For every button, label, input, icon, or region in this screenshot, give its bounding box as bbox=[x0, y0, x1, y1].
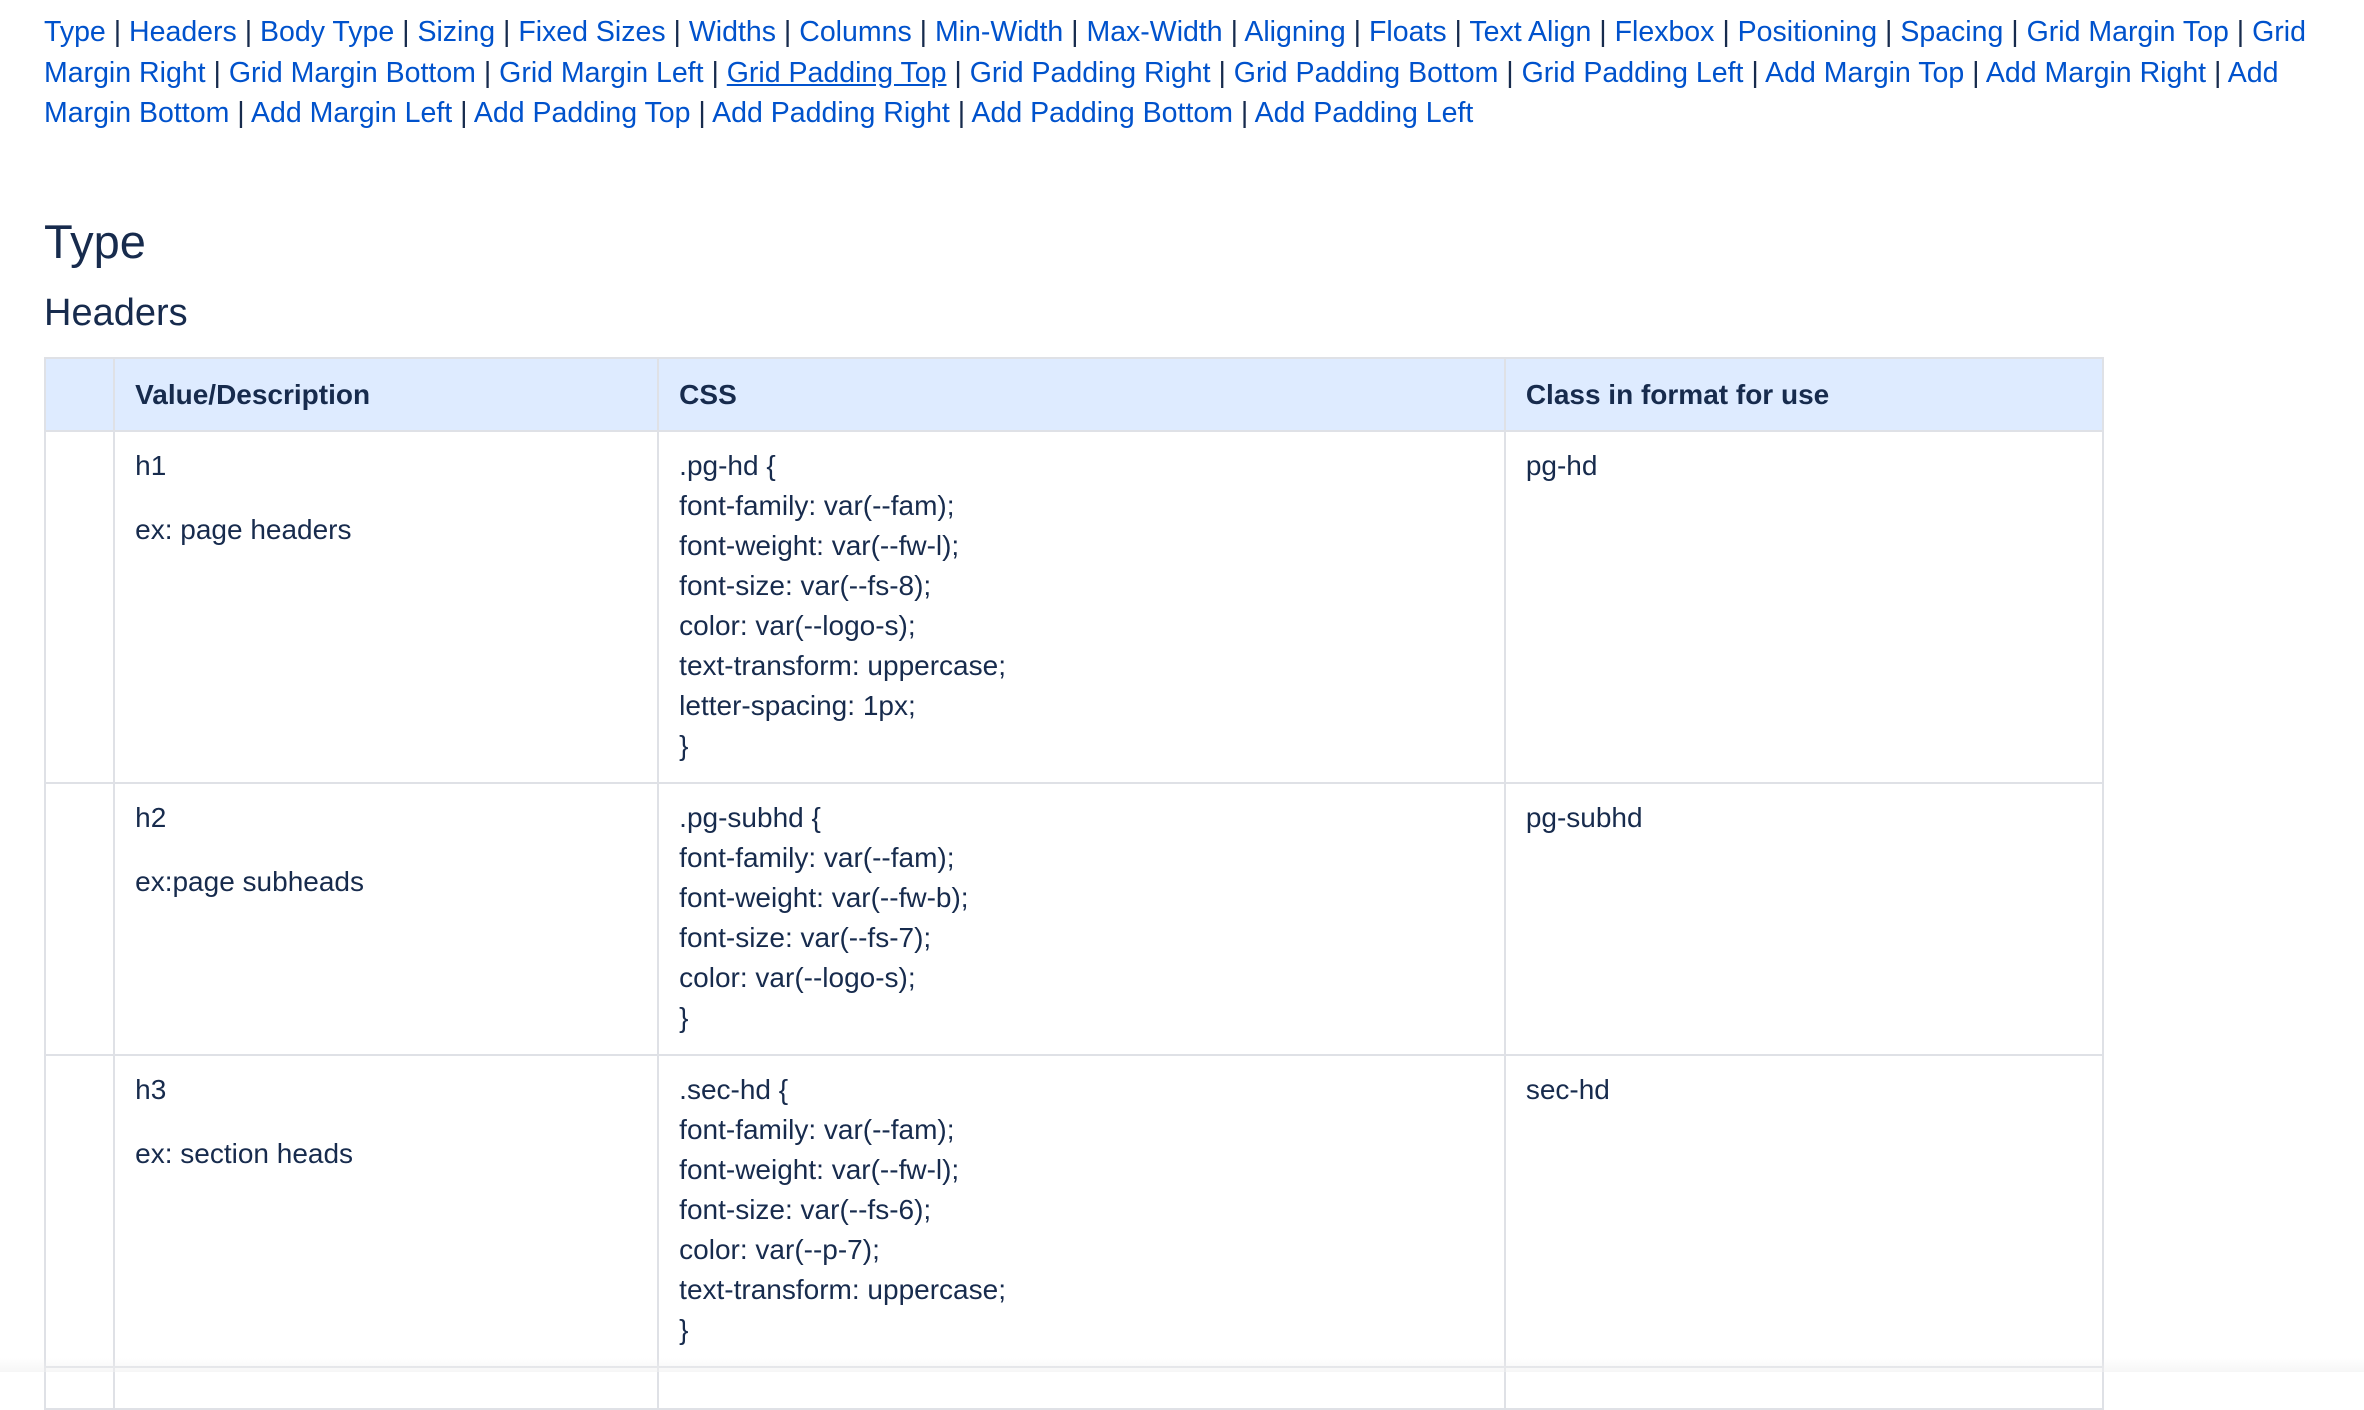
row-number-cell bbox=[45, 1055, 114, 1367]
partial-cell bbox=[1505, 1367, 2103, 1409]
nav-link-grid-margin-right[interactable]: Grid Margin Right bbox=[44, 16, 2306, 89]
css-line: font-weight: var(--fw-l); bbox=[679, 530, 960, 561]
nav-separator: | bbox=[1353, 16, 1362, 48]
nav-link-grid-padding-top[interactable]: Grid Padding Top bbox=[726, 56, 947, 89]
nav-link-positioning[interactable]: Positioning bbox=[1737, 16, 1878, 48]
nav-link-spacing[interactable]: Spacing bbox=[1900, 16, 2004, 48]
nav-link-columns[interactable]: Columns bbox=[799, 16, 912, 48]
nav-link-add-margin-bottom[interactable]: Add Margin Bottom bbox=[44, 56, 2279, 129]
nav-link-widths[interactable]: Widths bbox=[688, 16, 776, 48]
nav-separator: | bbox=[402, 16, 410, 48]
class-name-cell: pg-hd bbox=[1505, 431, 2103, 783]
css-line: font-size: var(--fs-6); bbox=[679, 1194, 932, 1225]
nav-separator: | bbox=[673, 16, 681, 48]
css-line: text-transform: uppercase; bbox=[679, 650, 1006, 681]
css-line: font-family: var(--fam); bbox=[679, 490, 955, 521]
nav-link-flexbox[interactable]: Flexbox bbox=[1614, 16, 1715, 48]
css-line: font-weight: var(--fw-l); bbox=[679, 1154, 960, 1185]
nav-separator: | bbox=[1071, 16, 1079, 48]
nav-separator: | bbox=[113, 16, 122, 48]
nav-separator: | bbox=[502, 16, 511, 48]
nav-link-grid-padding-left[interactable]: Grid Padding Left bbox=[1521, 56, 1744, 89]
css-line: } bbox=[679, 730, 689, 761]
table-row bbox=[45, 1055, 2103, 1367]
css-line: font-size: var(--fs-8); bbox=[679, 570, 932, 601]
nav-link-floats[interactable]: Floats bbox=[1369, 16, 1447, 48]
nav-link-text-align[interactable]: Text Align bbox=[1469, 16, 1592, 48]
header-tag: h1 bbox=[135, 450, 167, 481]
css-line: font-family: var(--fam); bbox=[679, 842, 955, 873]
css-line: font-family: var(--fam); bbox=[679, 1114, 955, 1145]
header-example: ex:page subheads bbox=[135, 866, 364, 897]
table-header-row bbox=[45, 358, 2103, 431]
bottom-fade bbox=[0, 1358, 2364, 1372]
css-line: letter-spacing: 1px; bbox=[679, 690, 916, 721]
nav-link-max-width[interactable]: Max-Width bbox=[1086, 16, 1223, 48]
nav-separator: | bbox=[237, 97, 245, 129]
nav-link-add-padding-left[interactable]: Add Padding Left bbox=[1254, 97, 1474, 129]
table-row-partial bbox=[45, 1367, 2103, 1409]
nav-separator: | bbox=[2236, 16, 2245, 48]
css-line: .sec-hd { bbox=[679, 1074, 789, 1105]
partial-cell bbox=[658, 1367, 1505, 1409]
nav-link-type[interactable]: Type bbox=[44, 16, 106, 48]
class-name-cell: pg-subhd bbox=[1505, 783, 2103, 1055]
header-value-description: Value/Description bbox=[114, 358, 658, 431]
header-example: ex: section heads bbox=[135, 1138, 354, 1169]
nav-separator: | bbox=[919, 16, 928, 48]
css-line: .pg-subhd { bbox=[679, 802, 821, 833]
header-number bbox=[45, 358, 114, 431]
css-line: color: var(--p-7); bbox=[679, 1234, 880, 1265]
nav-link-min-width[interactable]: Min-Width bbox=[934, 16, 1064, 48]
nav-link-sizing[interactable]: Sizing bbox=[417, 16, 496, 48]
header-tag: h2 bbox=[135, 802, 167, 833]
nav-link-add-padding-bottom[interactable]: Add Padding Bottom bbox=[971, 97, 1233, 129]
section-title: Headers bbox=[44, 292, 188, 334]
css-cell bbox=[658, 1055, 1505, 1367]
nav-link-add-margin-left[interactable]: Add Margin Left bbox=[251, 97, 453, 129]
nav-link-grid-margin-bottom[interactable]: Grid Margin Bottom bbox=[228, 56, 476, 89]
css-cell bbox=[658, 431, 1505, 783]
nav-separator: | bbox=[954, 56, 962, 89]
nav-separator: | bbox=[1506, 56, 1514, 89]
header-class: Class in format for use bbox=[1505, 358, 2103, 431]
nav-link-add-padding-right[interactable]: Add Padding Right bbox=[712, 97, 950, 129]
table-wrap bbox=[44, 357, 2104, 1410]
row-number-cell bbox=[45, 783, 114, 1055]
nav-separator: | bbox=[1599, 16, 1607, 48]
nav-separator: | bbox=[1240, 97, 1249, 129]
css-line: } bbox=[679, 1314, 689, 1345]
nav-link-add-margin-top[interactable]: Add Margin Top bbox=[1765, 56, 1965, 89]
nav-separator: | bbox=[1722, 16, 1730, 48]
nav-link-body-type[interactable]: Body Type bbox=[260, 16, 395, 48]
class-name-cell: sec-hd bbox=[1505, 1055, 2103, 1367]
nav-separator: | bbox=[483, 56, 492, 89]
nav-separator: | bbox=[783, 16, 792, 48]
description-cell bbox=[114, 783, 658, 1055]
nav-separator: | bbox=[213, 56, 221, 89]
nav-link-grid-padding-right[interactable]: Grid Padding Right bbox=[969, 56, 1211, 89]
nav-separator: | bbox=[711, 56, 719, 89]
description-cell bbox=[114, 431, 658, 783]
nav-separator: | bbox=[1972, 56, 1980, 89]
nav-separator: | bbox=[244, 16, 253, 48]
nav-link-add-margin-right[interactable]: Add Margin Right bbox=[1985, 56, 2207, 89]
nav-link-fixed-sizes[interactable]: Fixed Sizes bbox=[518, 16, 666, 48]
nav-link-grid-margin-top[interactable]: Grid Margin Top bbox=[2026, 16, 2229, 48]
nav-separator: | bbox=[698, 97, 706, 129]
css-line: font-size: var(--fs-7); bbox=[679, 922, 932, 953]
css-line: } bbox=[679, 1002, 689, 1033]
section-nav bbox=[44, 12, 2344, 134]
nav-separator: | bbox=[957, 97, 966, 129]
table-row bbox=[45, 783, 2103, 1055]
nav-separator: | bbox=[2011, 16, 2019, 48]
page-title: Type bbox=[44, 215, 146, 268]
nav-separator: | bbox=[460, 97, 468, 129]
description-cell bbox=[114, 1055, 658, 1367]
partial-cell bbox=[45, 1367, 114, 1409]
nav-link-grid-padding-bottom[interactable]: Grid Padding Bottom bbox=[1233, 56, 1499, 89]
nav-separator: | bbox=[1454, 16, 1462, 48]
table-row bbox=[45, 431, 2103, 783]
nav-separator: | bbox=[1885, 16, 1893, 48]
partial-cell bbox=[114, 1367, 658, 1409]
nav-link-aligning[interactable]: Aligning bbox=[1244, 16, 1346, 48]
nav-link-grid-margin-left[interactable]: Grid Margin Left bbox=[499, 56, 704, 89]
header-example: ex: page headers bbox=[135, 514, 352, 545]
css-line: .pg-hd { bbox=[679, 450, 776, 481]
css-line: color: var(--logo-s); bbox=[679, 610, 916, 641]
css-line: color: var(--logo-s); bbox=[679, 962, 916, 993]
nav-separator: | bbox=[1751, 56, 1759, 89]
header-css: CSS bbox=[658, 358, 1505, 431]
css-line: text-transform: uppercase; bbox=[679, 1274, 1006, 1305]
nav-link-add-padding-top[interactable]: Add Padding Top bbox=[473, 97, 691, 129]
css-line: font-weight: var(--fw-b); bbox=[679, 882, 969, 913]
css-class-table bbox=[44, 357, 2104, 1410]
row-number-cell bbox=[45, 431, 114, 783]
nav-separator: | bbox=[2214, 56, 2222, 89]
nav-link-headers[interactable]: Headers bbox=[129, 16, 237, 48]
css-cell bbox=[658, 783, 1505, 1055]
header-tag: h3 bbox=[135, 1074, 167, 1105]
nav-separator: | bbox=[1230, 16, 1238, 48]
nav-separator: | bbox=[1218, 56, 1226, 89]
